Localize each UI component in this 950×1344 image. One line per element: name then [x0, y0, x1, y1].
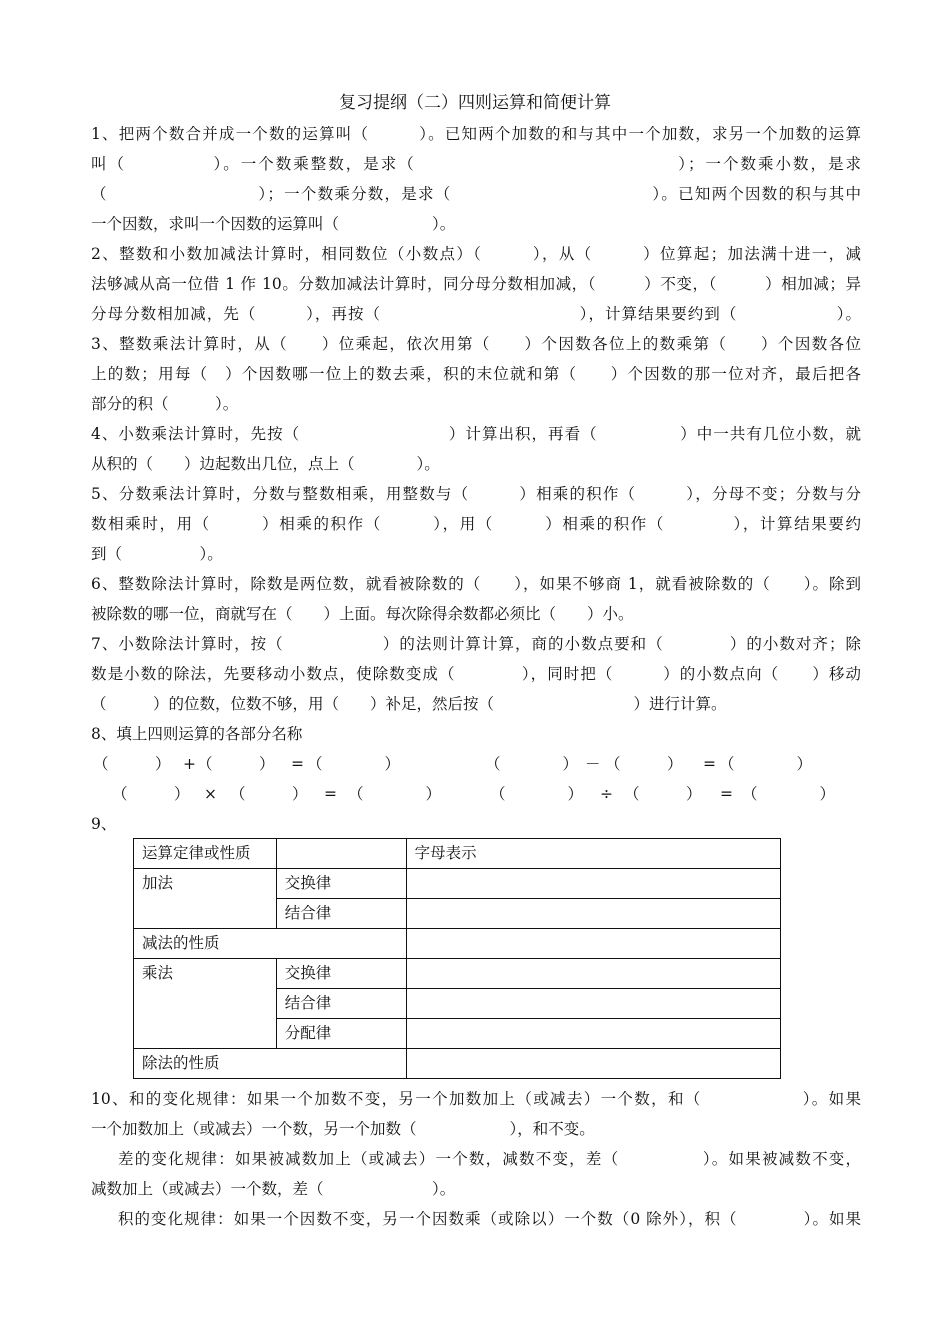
table-row [134, 1049, 781, 1079]
table-cell-answer [406, 959, 780, 989]
table-cell-associative: 结合律 [276, 989, 406, 1019]
table-cell-commutative: 交换律 [276, 959, 406, 989]
text-line: 一个加数加上（或减去）一个数，另一个加数（ ），和不变。 [91, 1120, 595, 1138]
table-cell-subtraction-property: 减法的性质 [134, 929, 407, 959]
text-line: 部分的积（ ）。 [91, 395, 239, 413]
text-line: 叫（ ）。一个数乘整数，是求（ ）；一个数乘小数，是求 [91, 155, 861, 173]
equals-sign: = [703, 755, 716, 773]
table-cell-division-property: 除法的性质 [134, 1049, 407, 1079]
blank: （ ） [307, 755, 401, 773]
table-cell-associative: 结合律 [276, 899, 406, 929]
table-cell-commutative: 交换律 [276, 869, 406, 899]
blank: （ ） [624, 785, 702, 803]
blank: （ ） [719, 755, 813, 773]
table-header-formula: 字母表示 [406, 839, 780, 869]
text-line: 3、整数乘法计算时，从（ ）位乘起，依次用第（ ）个因数各位上的数乘第（ ）个因数各位 [91, 335, 861, 353]
table-cell-answer [406, 989, 780, 1019]
table-row [134, 839, 781, 869]
text-line: 分母分数相加减，先（ ），再按（ ），计算结果要约到（ ）。 [91, 305, 861, 323]
text-line: 5、分数乘法计算时，分数与整数相乘，用整数与（ ）相乘的积作（ ），分母不变；分数与分 [91, 485, 861, 503]
text-line: 一个因数，求叫一个因数的运算叫（ ）。 [91, 215, 456, 233]
text-line: 法够减从高一位借 1 作 10。分数加减法计算时，同分母分数相加减，（ ）不变，（ ）相加减；异 [91, 275, 861, 293]
times-sign: × [204, 785, 217, 803]
table-header-law: 运算定律或性质 [134, 839, 277, 869]
text-line: 4、小数乘法计算时，先按（ ）计算出积，再看（ ）中一共有几位小数，就 [91, 425, 861, 443]
text-line: 从积的（ ）边起数出几位，点上（ ）。 [91, 455, 440, 473]
text-line: 1、把两个数合并成一个数的运算叫（ ）。已知两个加数的和与其中一个加数，求另一个加数的运算 [91, 125, 861, 143]
blank: （ ） [93, 755, 171, 773]
table-cell-answer [406, 869, 780, 899]
text-line: 减数加上（或减去）一个数，差（ ）。 [91, 1180, 456, 1198]
blank: （ ） [112, 785, 190, 803]
divide-sign: ÷ [600, 785, 613, 803]
table-cell-addition: 加法 [134, 869, 277, 929]
text-line: 10、和的变化规律：如果一个加数不变，另一个加数加上（或减去）一个数，和（ ）。如果 [91, 1090, 861, 1108]
text-line: 到（ ）。 [91, 545, 223, 563]
text-line: 7、小数除法计算时，按（ ）的法则计算计算，商的小数点要和（ ）的小数对齐；除 [91, 635, 861, 653]
table-row [134, 869, 781, 899]
equation-row-1 [93, 749, 863, 779]
blank: （ ） [490, 785, 584, 803]
text-line: 差的变化规律：如果被减数加上（或减去）一个数，减数不变，差（ ）。如果被减数不变， [118, 1150, 861, 1168]
text-line: 被除数的哪一位，商就写在（ ）上面。每次除得余数都必须比（ ）小。 [91, 605, 634, 623]
plus-sign: + [183, 755, 196, 773]
equals-sign: = [324, 785, 337, 803]
text-line: 数相乘时，用（ ）相乘的积作（ ），用（ ）相乘的积作（ ），计算结果要约 [91, 515, 861, 533]
blank: （ ） [742, 785, 836, 803]
text-line: 数是小数的除法，先要移动小数点，使除数变成（ ），同时把（ ）的小数点向（ ）移动 [91, 665, 861, 683]
text-line: （ ）；一个数乘分数，是求（ ）。已知两个因数的积与其中 [91, 185, 861, 203]
text-line: 2、整数和小数加减法计算时，相同数位（小数点）（ ），从（ ）位算起；加法满十进一，减 [91, 245, 861, 263]
question-9-label: 9、 [91, 815, 117, 833]
table-row [134, 959, 781, 989]
table-cell-answer [406, 1019, 780, 1049]
text-line: 6、整数除法计算时，除数是两位数，就看被除数的（ ），如果不够商 1，就看被除数的（ ）。除到 [91, 575, 861, 593]
table-cell-distributive: 分配律 [276, 1019, 406, 1049]
table-cell-answer [406, 1049, 780, 1079]
text-line: 上的数；用每（ ）个因数哪一位上的数去乘，积的末位就和第（ ）个因数的那一位对齐，最后把各 [91, 365, 861, 383]
equation-row-2 [112, 779, 882, 809]
text-line: （ ）的位数，位数不够，用（ ）补足，然后按（ ）进行计算。 [91, 695, 727, 713]
equals-sign: = [291, 755, 304, 773]
blank: （ ） [485, 755, 579, 773]
blank: （ ） [348, 785, 442, 803]
page-title: 复习提纲（二）四则运算和简便计算 [339, 93, 611, 113]
laws-table [133, 838, 781, 1079]
minus-sign: － [585, 755, 601, 773]
equals-sign: = [720, 785, 733, 803]
blank: （ ） [197, 755, 275, 773]
blank: （ ） [230, 785, 308, 803]
table-cell-answer [406, 899, 780, 929]
text-line: 8、填上四则运算的各部分名称 [91, 725, 303, 743]
text-line: 积的变化规律：如果一个因数不变，另一个因数乘（或除以）一个数（0 除外），积（ ）。如果 [118, 1210, 861, 1228]
table-cell-multiplication: 乘法 [134, 959, 277, 1049]
table-header-blank [276, 839, 406, 869]
blank: （ ） [605, 755, 683, 773]
table-row [134, 929, 781, 959]
table-cell-answer [406, 929, 780, 959]
